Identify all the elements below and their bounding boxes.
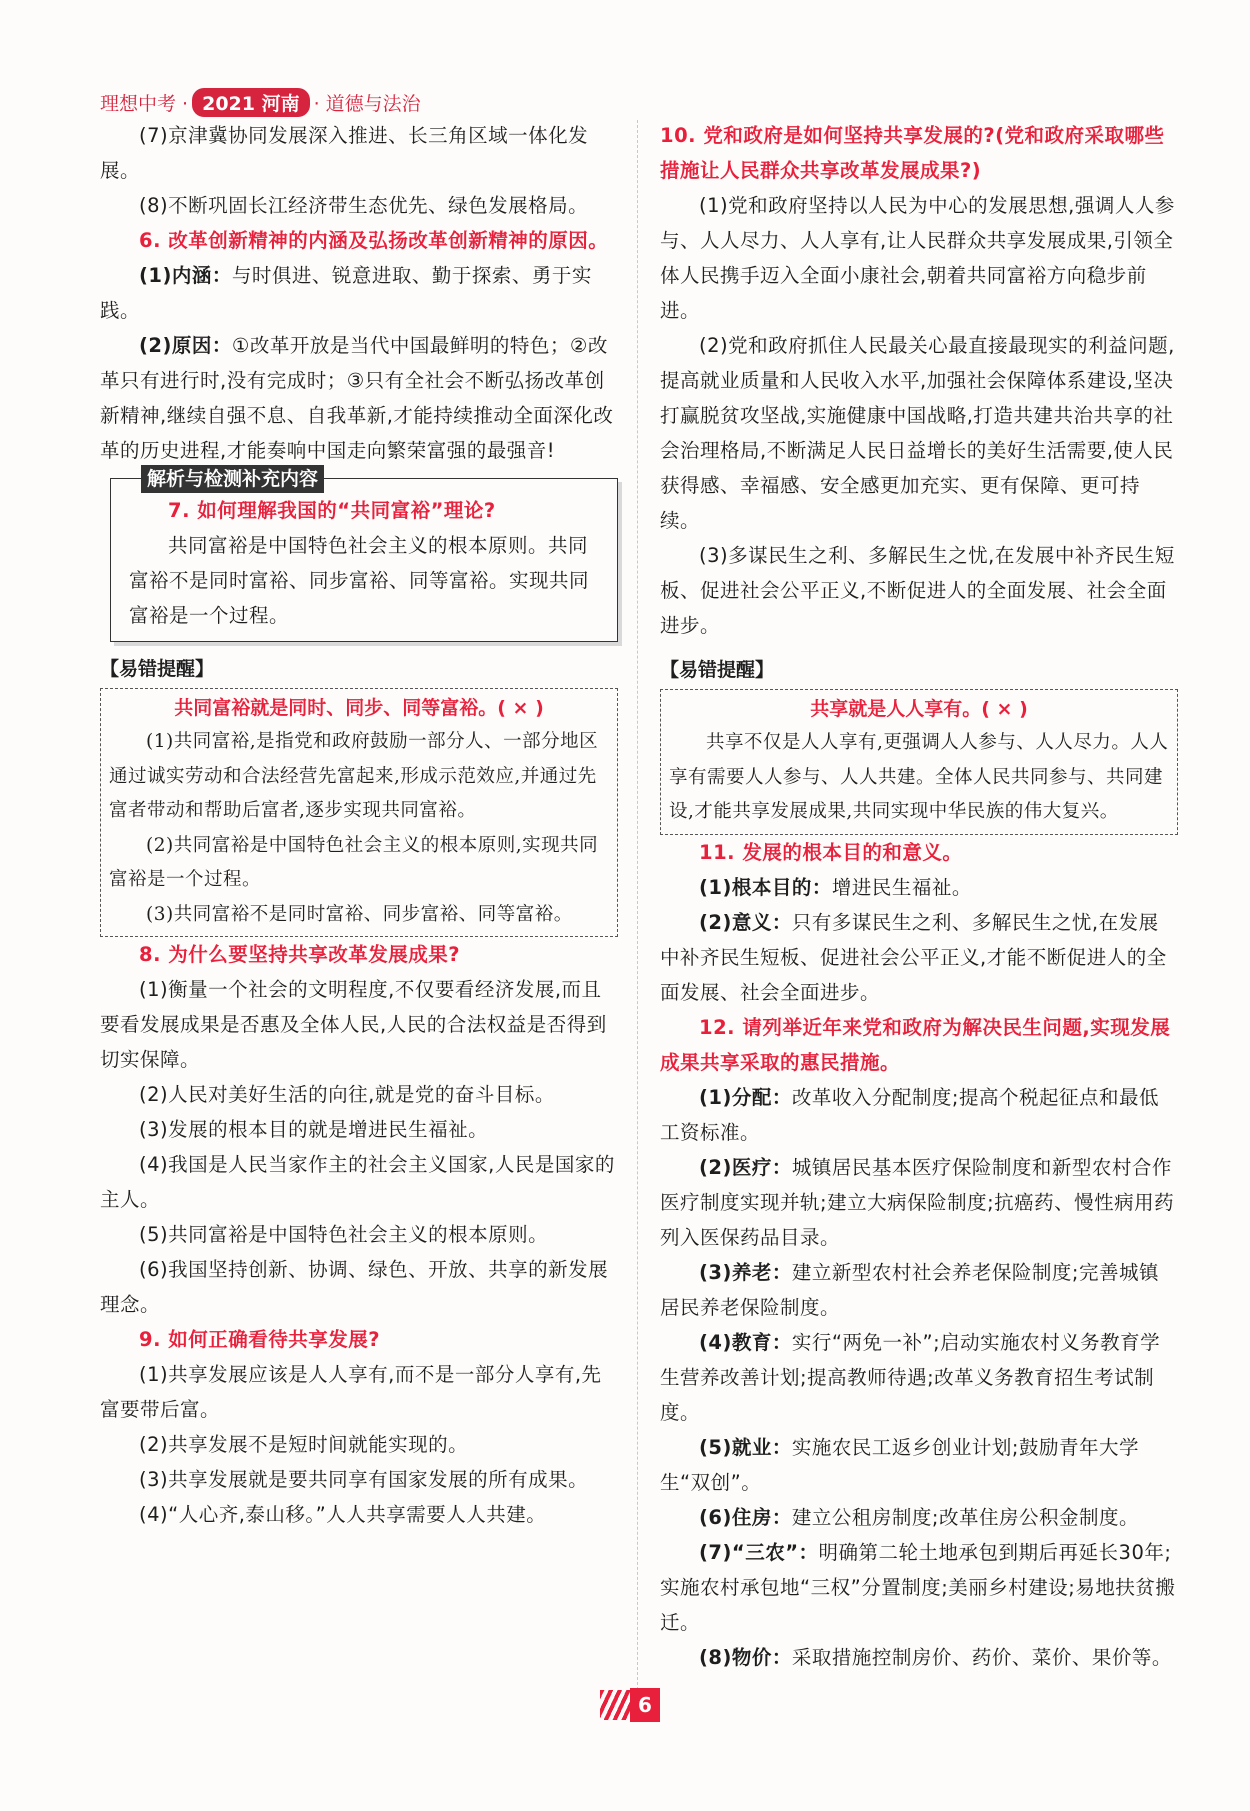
q12-answer-2: (2)医疗：城镇居民基本医疗保险制度和新型农村合作医疗制度实现并轨;建立大病保险制度;抗癌药、慢性病用药列入医保药品目录。	[660, 1155, 1175, 1249]
easy-mistake-box-right	[660, 689, 1178, 835]
question-11: 11. 发展的根本目的和意义。	[699, 840, 963, 864]
page-number-label: 6	[630, 1688, 660, 1722]
easy-mistake-title-left: 【易错提醒】	[100, 658, 215, 680]
q8-answer-2: (2)人民对美好生活的向往,就是党的奋斗目标。	[139, 1083, 555, 1106]
easy-mistake-1: (1)共同富裕,是指党和政府鼓励一部分人、一部分地区通过诚实劳动和合法经营先富起来,形成示范效应,并通过先富者带动和帮助后富者,逐步实现共同富裕。	[109, 731, 599, 821]
q12-answer-5: (5)就业：实施农民工返乡创业计划;鼓励青年大学生“双创”。	[660, 1435, 1139, 1494]
left-column	[100, 118, 618, 1532]
q10-answer-2: (2)党和政府抓住人民最关心最直接最现实的利益问题,提高就业质量和人民收入水平,加强社会保障体系建设,坚决打赢脱贫攻坚战,实施健康中国战略,打造共建共治共享的社会治理格局,不断满足人民日益增长的美好生活需要,使人民获得感、幸福感、安全感更加充实、更有保障、更可持续。	[660, 334, 1175, 532]
header-series: 理想中考 ·	[100, 93, 189, 115]
q10-answer-1: (1)党和政府坚持以人民为中心的发展思想,强调人人参与、人人尽力、人人享有,让人民群众共享发展成果,引领全体人民携手迈入全面小康社会,朝着共同富裕方向稳步前进。	[660, 194, 1175, 322]
easy-mistake-2: (2)共同富裕是中国特色社会主义的根本原则,实现共同富裕是一个过程。	[109, 834, 599, 890]
q6-answer-2: (2)原因：①改革开放是当代中国最鲜明的特色；②改革只有进行时,没有完成时；③只有全社会不断弘扬改革创新精神,继续自强不息、自我革新,才能持续推动全面深化改革的历史进程,才能奏响中国走向繁荣富强的最强音!	[100, 334, 614, 462]
question-6: 6. 改革创新精神的内涵及弘扬改革创新精神的原因。	[139, 229, 609, 252]
header-badge: 2021 河南	[192, 88, 310, 117]
q6-answer-1: (1)内涵：与时俱进、锐意进取、勤于探索、勇于实践。	[100, 264, 592, 322]
q9-answer-1: (1)共享发展应该是人人享有,而不是一部分人享有,先富要带后富。	[100, 1363, 602, 1421]
item-7: (7)京津冀协同发展深入推进、长三角区域一体化发展。	[100, 124, 589, 182]
q8-answer-1: (1)衡量一个社会的文明程度,不仅要看经济发展,而且要看发展成果是否惠及全体人民,人民的合法权益是否得到切实保障。	[100, 978, 607, 1071]
question-12: 12. 请列举近年来党和政府为解决民生问题,实现发展成果共享采取的惠民措施。	[660, 1015, 1171, 1074]
supplement-box-title: 解析与检测补充内容	[141, 465, 324, 493]
q9-answer-3: (3)共享发展就是要共同享有国家发展的所有成果。	[139, 1468, 589, 1491]
q11-answer-2: (2)意义：只有多谋民生之利、多解民生之忧,在发展中补齐民生短板、促进社会公平正义,才能不断促进人的全面发展、社会全面进步。	[660, 910, 1167, 1004]
supplement-box	[110, 468, 618, 642]
q12-answer-1: (1)分配：改革收入分配制度;提高个税起征点和最低工资标准。	[660, 1085, 1159, 1144]
q9-answer-2: (2)共享发展不是短时间就能实现的。	[139, 1433, 469, 1456]
q12-answer-7: (7)“三农”：明确第二轮土地承包到期后再延长30年;实施农村承包地“三权”分置制度;美丽乡村建设;易地扶贫搬迁。	[660, 1540, 1176, 1634]
q8-answer-6: (6)我国坚持创新、协调、绿色、开放、共享的新发展理念。	[100, 1258, 609, 1316]
q12-answer-8: (8)物价：采取措施控制房价、药价、菜价、果价等。	[699, 1645, 1172, 1669]
q12-answer-3: (3)养老：建立新型农村社会养老保险制度;完善城镇居民养老保险制度。	[660, 1260, 1159, 1319]
easy-mistake-text-right: 共享不仅是人人享有,更强调人人参与、人人尽力。人人享有需要人人参与、人人共建。全体人民共同参与、共同建设,才能共享发展成果,共同实现中华民族的伟大复兴。	[669, 732, 1169, 822]
q8-answer-5: (5)共同富裕是中国特色社会主义的根本原则。	[139, 1223, 549, 1246]
page-header	[100, 88, 421, 117]
item-8: (8)不断巩固长江经济带生态优先、绿色发展格局。	[139, 194, 589, 217]
q8-answer-4: (4)我国是人民当家作主的社会主义国家,人民是国家的主人。	[100, 1153, 615, 1211]
q9-answer-4: (4)“人心齐,泰山移。”人人共享需要人人共建。	[139, 1503, 547, 1526]
easy-mistake-box-left	[100, 688, 618, 937]
header-subject: · 道德与法治	[313, 93, 421, 115]
q12-answer-4: (4)教育：实行“两免一补”;启动实施农村义务教育学生营养改善计划;提高教师待遇;改革义务教育招生考试制度。	[660, 1330, 1161, 1424]
question-9: 9. 如何正确看待共享发展?	[139, 1328, 381, 1351]
column-divider	[637, 120, 638, 1710]
easy-mistake-head-right: 共享就是人人享有。( × )	[810, 698, 1028, 720]
q11-answer-1: (1)根本目的：增进民生福祉。	[699, 875, 972, 899]
question-8: 8. 为什么要坚持共享改革发展成果?	[139, 943, 461, 966]
question-7: 7. 如何理解我国的“共同富裕”理论?	[168, 499, 496, 522]
q8-answer-3: (3)发展的根本目的就是增进民生福祉。	[139, 1118, 489, 1141]
q7-answer: 共同富裕是中国特色社会主义的根本原则。共同富裕不是同时富裕、同步富裕、同等富裕。实现共同富裕是一个过程。	[129, 534, 590, 627]
q10-answer-3: (3)多谋民生之利、多解民生之忧,在发展中补齐民生短板、促进社会公平正义,不断促进人的全面发展、社会全面进步。	[660, 544, 1175, 637]
easy-mistake-head-left: 共同富裕就是同时、同步、同等富裕。( × )	[174, 697, 544, 719]
page-number	[600, 1688, 660, 1722]
question-10: 10. 党和政府是如何坚持共享发展的?(党和政府采取哪些措施让人民群众共享改革发展成果?)	[660, 124, 1165, 182]
page-stripes-icon	[600, 1690, 630, 1720]
q12-answer-6: (6)住房：建立公租房制度;改革住房公积金制度。	[699, 1505, 1139, 1529]
easy-mistake-title-right: 【易错提醒】	[660, 659, 775, 681]
right-column	[660, 118, 1178, 1675]
easy-mistake-3: (3)共同富裕不是同时富裕、同步富裕、同等富裕。	[146, 903, 573, 925]
